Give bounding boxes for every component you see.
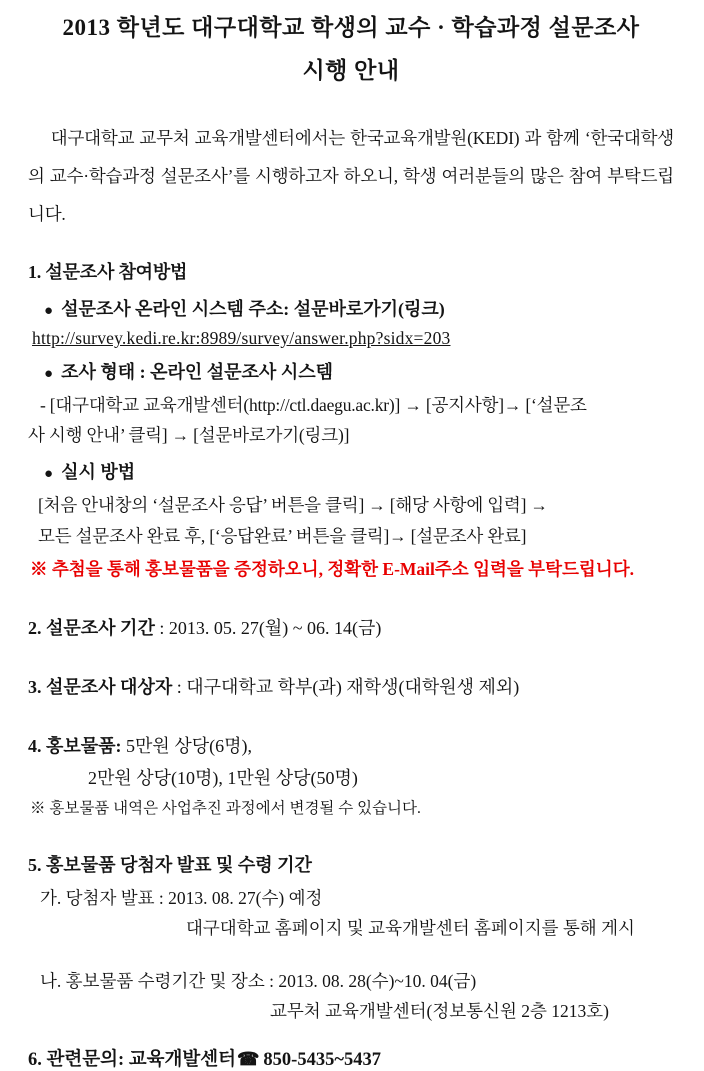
section1-bullet-method <box>44 458 674 484</box>
section5-announcement-location: 대구대학교 홈페이지 및 교육개발센터 홈페이지를 통해 게시 <box>186 918 635 938</box>
bullet-dot-icon: ● <box>44 466 54 482</box>
section5-pickup-location: 교무처 교육개발센터(정보통신원 2층 1213호) <box>270 1001 610 1021</box>
section1-bullet-online-address <box>44 295 674 321</box>
title-line-1: 2013 학년도 대구대학교 학생의 교수 · 학습과정 설문조사 <box>62 15 640 40</box>
phone-icon: ☎ <box>237 1049 260 1069</box>
section1-heading: 1. 설문조사 참여방법 <box>28 262 188 282</box>
navigation-path-line-1: - [대구대학교 교육개발센터(http://ctl.daegu.ac.kr)] → [공지사항]→ [‘설문조 <box>40 395 587 415</box>
bullet-dot-icon: ● <box>44 366 54 382</box>
section5-winner-announcement: 가. 당첨자 발표 : 2013. 08. 27(수) 예정 <box>40 888 323 908</box>
bullet1-label: 설문조사 온라인 시스템 주소: 설문바로가기(링크) <box>61 299 445 319</box>
section6-contact <box>28 1045 674 1071</box>
email-warning-notice: ※ 추첨을 통해 홍보물품을 증정하오니, 정확한 E-Mail주소 입력을 부탁드립니다. <box>30 559 634 579</box>
section3-value: : 대구대학교 학부(과) 재학생(대학원생 제외) <box>172 677 520 697</box>
bullet3-label: 실시 방법 <box>61 462 136 482</box>
section4-prizes-line-2: 2만원 상당(10명), 1만원 상당(50명) <box>88 768 358 788</box>
title-line-2: 시행 안내 <box>302 58 400 83</box>
document-title <box>28 12 674 87</box>
section5-heading: 5. 홍보물품 당첨자 발표 및 수령 기간 <box>28 855 312 875</box>
section1-bullet-survey-type <box>44 358 674 384</box>
method-step-line-2: 모든 설문조사 완료 후, [‘응답완료’ 버튼을 클릭]→ [설문조사 완료] <box>38 526 527 546</box>
section2-survey-period <box>28 614 674 640</box>
section2-value: : 2013. 05. 27(월) ~ 06. 14(금) <box>154 618 382 638</box>
section4-label: 4. 홍보물품: <box>28 736 122 756</box>
section3-survey-target <box>28 673 674 699</box>
survey-url-link[interactable]: http://survey.kedi.re.kr:8989/survey/answer.php?sidx=203 <box>32 328 451 348</box>
intro-paragraph: 대구대학교 교무처 교육개발센터에서는 한국교육개발원(KEDI) 과 함께 ‘한국대학생의 교수·학습과정 설문조사’를 시행하고자 하오니, 학생 여러분들의 많은 참여 부탁드립니다. <box>28 128 674 224</box>
section2-label: 2. 설문조사 기간 <box>28 618 155 638</box>
navigation-path-line-2: 사 시행 안내’ 클릭] → [설문바로가기(링크)] <box>28 425 350 445</box>
section4-change-note: ※ 홍보물품 내역은 사업추진 과정에서 변경될 수 있습니다. <box>30 800 421 817</box>
section4-prizes <box>28 732 674 758</box>
section3-label: 3. 설문조사 대상자 <box>28 677 173 697</box>
section4-value: 5만원 상당(6명), <box>121 736 252 756</box>
bullet-dot-icon: ● <box>44 303 54 319</box>
section5-pickup-period: 나. 홍보물품 수령기간 및 장소 : 2013. 08. 28(수)~10. 04(금) <box>40 971 477 991</box>
section6-label: 6. 관련문의: 교육개발센터 <box>28 1050 236 1070</box>
contact-phone-number: 850-5435~5437 <box>263 1050 381 1070</box>
bullet2-label: 조사 형태 : 온라인 설문조사 시스템 <box>61 362 333 382</box>
method-step-line-1: [처음 안내창의 ‘설문조사 응답’ 버튼을 클릭] → [해당 사항에 입력] → <box>38 495 548 515</box>
